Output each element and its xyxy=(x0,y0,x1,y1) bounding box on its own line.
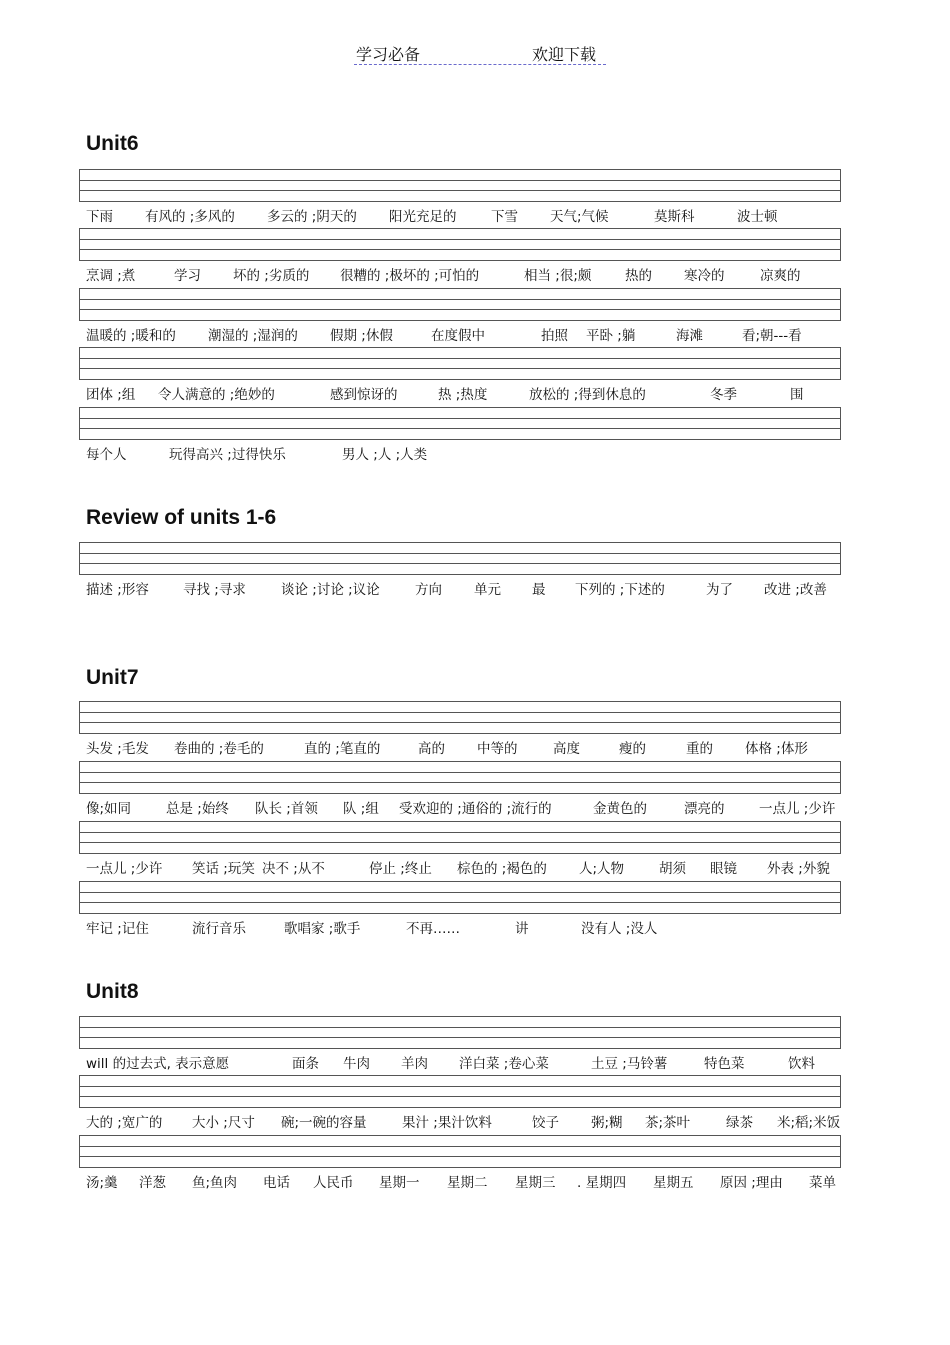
vocabulary-meaning: 饮料 xyxy=(788,1056,815,1072)
vocabulary-meaning: 受欢迎的 ;通俗的 ;流行的 xyxy=(399,801,552,817)
vocabulary-meaning: 单元 xyxy=(474,582,501,598)
vocabulary-meaning: 温暖的 ;暖和的 xyxy=(86,328,176,344)
vocabulary-meaning: 玩得高兴 ;过得快乐 xyxy=(169,447,286,463)
vocabulary-meaning: 谈论 ;讨论 ;议论 xyxy=(281,582,380,598)
vocabulary-meaning: 粥;糊 xyxy=(591,1115,623,1131)
writing-lines xyxy=(79,228,841,261)
vocabulary-meaning: 一点儿 ;少许 xyxy=(86,861,163,877)
vocabulary-meaning: 队 ;组 xyxy=(343,801,379,817)
vocabulary-meaning: 热的 xyxy=(625,268,652,284)
vocabulary-meaning: 假期 ;休假 xyxy=(330,328,393,344)
writing-lines xyxy=(79,407,841,440)
vocabulary-meaning: 高度 xyxy=(553,741,580,757)
vocabulary-meaning: 围 xyxy=(790,387,804,403)
vocabulary-meaning: 每个人 xyxy=(86,447,127,463)
vocabulary-meaning: 很糟的 ;极坏的 ;可怕的 xyxy=(340,268,480,284)
vocabulary-meaning: 下雨 xyxy=(86,209,113,225)
vocabulary-meaning: 描述 ;形容 xyxy=(86,582,149,598)
vocabulary-meaning: 金黄色的 xyxy=(593,801,647,817)
vocabulary-meaning: 潮湿的 ;湿润的 xyxy=(208,328,298,344)
vocabulary-meaning: 碗;一碗的容量 xyxy=(281,1115,367,1131)
vocabulary-meaning: 面条 xyxy=(292,1056,319,1072)
header-left: 学习必备 xyxy=(356,45,421,64)
vocabulary-meaning: 下列的 ;下述的 xyxy=(575,582,665,598)
vocabulary-meaning: 寒冷的 xyxy=(684,268,725,284)
vocabulary-meaning: 男人 ;人 ;人类 xyxy=(342,447,428,463)
vocabulary-meaning: 学习 xyxy=(174,268,201,284)
writing-lines xyxy=(79,881,841,914)
vocabulary-meaning: 原因 ;理由 xyxy=(720,1175,783,1191)
vocabulary-meaning: 天气;气候 xyxy=(550,209,609,225)
vocabulary-meaning: 平卧 ;躺 xyxy=(586,328,636,344)
vocabulary-meaning: 棕色的 ;褐色的 xyxy=(457,861,547,877)
writing-lines xyxy=(79,542,841,575)
vocabulary-meaning: 歌唱家 ;歌手 xyxy=(284,921,361,937)
vocabulary-meaning: 像;如同 xyxy=(86,801,132,817)
vocabulary-meaning: 拍照 xyxy=(541,328,568,344)
vocabulary-meaning: 没有人 ;没人 xyxy=(581,921,658,937)
vocabulary-meaning: 令人满意的 ;绝妙的 xyxy=(158,387,275,403)
writing-lines xyxy=(79,1016,841,1049)
vocabulary-meaning: 烹调 ;煮 xyxy=(86,268,136,284)
vocabulary-meaning: 流行音乐 xyxy=(192,921,246,937)
vocabulary-meaning: 莫斯科 xyxy=(654,209,695,225)
writing-lines xyxy=(79,821,841,854)
vocabulary-meaning: 大小 ;尺寸 xyxy=(192,1115,255,1131)
page-header xyxy=(354,42,606,65)
vocabulary-meaning: 果汁 ;果汁饮料 xyxy=(402,1115,492,1131)
vocabulary-meaning: 星期一 xyxy=(379,1175,420,1191)
vocabulary-meaning: 人;人物 xyxy=(579,861,625,877)
vocabulary-meaning: 热 ;热度 xyxy=(438,387,488,403)
header-right: 欢迎下载 xyxy=(532,45,597,64)
vocabulary-meaning: 胡须 xyxy=(659,861,686,877)
vocabulary-meaning: 队长 ;首领 xyxy=(255,801,318,817)
writing-lines xyxy=(79,347,841,380)
vocabulary-meaning: 米;稻;米饭 xyxy=(777,1115,841,1131)
vocabulary-meaning: 改进 ;改善 xyxy=(764,582,827,598)
vocabulary-meaning: 看;朝---看 xyxy=(742,328,802,344)
vocabulary-meaning: 头发 ;毛发 xyxy=(86,741,149,757)
vocabulary-meaning: . 星期四 xyxy=(577,1175,627,1191)
vocabulary-meaning: 停止 ;终止 xyxy=(369,861,432,877)
vocabulary-meaning: 在度假中 xyxy=(431,328,485,344)
writing-lines xyxy=(79,1075,841,1108)
vocabulary-meaning: 大的 ;宽广的 xyxy=(86,1115,163,1131)
vocabulary-meaning: 星期三 xyxy=(515,1175,556,1191)
vocabulary-meaning: 笑话 ;玩笑 xyxy=(192,861,255,877)
vocabulary-meaning: 多云的 ;阴天的 xyxy=(267,209,357,225)
vocabulary-meaning: 眼镜 xyxy=(710,861,737,877)
vocabulary-meaning: 坏的 ;劣质的 xyxy=(233,268,310,284)
vocabulary-meaning: 寻找 ;寻求 xyxy=(183,582,246,598)
vocabulary-meaning: will 的过去式, 表示意愿 xyxy=(86,1056,230,1072)
vocabulary-meaning: 星期二 xyxy=(447,1175,488,1191)
vocabulary-meaning: 高的 xyxy=(418,741,445,757)
section-title: Review of units 1-6 xyxy=(86,506,277,529)
vocabulary-meaning: 洋白菜 ;卷心菜 xyxy=(459,1056,549,1072)
vocabulary-meaning: 凉爽的 xyxy=(760,268,801,284)
writing-lines xyxy=(79,1135,841,1168)
vocabulary-meaning: 不再…… xyxy=(406,921,460,937)
vocabulary-meaning: 决不 ;从不 xyxy=(262,861,325,877)
vocabulary-meaning: 总是 ;始终 xyxy=(166,801,229,817)
vocabulary-meaning: 讲 xyxy=(515,921,529,937)
section-title: Unit8 xyxy=(86,980,139,1003)
vocabulary-meaning: 菜单 xyxy=(809,1175,836,1191)
vocabulary-meaning: 电话 xyxy=(263,1175,290,1191)
vocabulary-meaning: 牛肉 xyxy=(343,1056,370,1072)
vocabulary-meaning: 海滩 xyxy=(676,328,703,344)
vocabulary-meaning: 羊肉 xyxy=(401,1056,428,1072)
writing-lines xyxy=(79,288,841,321)
vocabulary-meaning: 星期五 xyxy=(653,1175,694,1191)
vocabulary-meaning: 一点儿 ;少许 xyxy=(759,801,836,817)
vocabulary-meaning: 汤;羹 xyxy=(86,1175,118,1191)
vocabulary-meaning: 阳光充足的 xyxy=(389,209,457,225)
section-title: Unit6 xyxy=(86,132,139,155)
vocabulary-meaning: 土豆 ;马铃薯 xyxy=(591,1056,668,1072)
vocabulary-meaning: 直的 ;笔直的 xyxy=(304,741,381,757)
vocabulary-meaning: 方向 xyxy=(415,582,442,598)
vocabulary-meaning: 卷曲的 ;卷毛的 xyxy=(174,741,264,757)
vocabulary-meaning: 鱼;鱼肉 xyxy=(192,1175,238,1191)
vocabulary-meaning: 感到惊讶的 xyxy=(330,387,398,403)
vocabulary-meaning: 冬季 xyxy=(710,387,737,403)
vocabulary-meaning: 放松的 ;得到休息的 xyxy=(529,387,646,403)
vocabulary-meaning: 重的 xyxy=(686,741,713,757)
section-title: Unit7 xyxy=(86,666,139,689)
vocabulary-meaning: 下雪 xyxy=(491,209,518,225)
vocabulary-meaning: 为了 xyxy=(706,582,733,598)
writing-lines xyxy=(79,169,841,202)
vocabulary-meaning: 绿茶 xyxy=(726,1115,753,1131)
vocabulary-meaning: 茶;茶叶 xyxy=(645,1115,691,1131)
vocabulary-meaning: 饺子 xyxy=(532,1115,559,1131)
vocabulary-meaning: 特色菜 xyxy=(704,1056,745,1072)
vocabulary-meaning: 最 xyxy=(532,582,546,598)
vocabulary-meaning: 人民币 xyxy=(313,1175,354,1191)
vocabulary-meaning: 体格 ;体形 xyxy=(745,741,808,757)
vocabulary-meaning: 牢记 ;记住 xyxy=(86,921,149,937)
vocabulary-meaning: 团体 ;组 xyxy=(86,387,136,403)
vocabulary-meaning: 相当 ;很;颇 xyxy=(524,268,592,284)
writing-lines xyxy=(79,701,841,734)
writing-lines xyxy=(79,761,841,794)
vocabulary-meaning: 瘦的 xyxy=(619,741,646,757)
vocabulary-meaning: 洋葱 xyxy=(139,1175,166,1191)
vocabulary-meaning: 外表 ;外貌 xyxy=(767,861,830,877)
vocabulary-meaning: 有风的 ;多风的 xyxy=(145,209,235,225)
vocabulary-meaning: 波士顿 xyxy=(737,209,778,225)
vocabulary-meaning: 漂亮的 xyxy=(684,801,725,817)
vocabulary-meaning: 中等的 xyxy=(477,741,518,757)
